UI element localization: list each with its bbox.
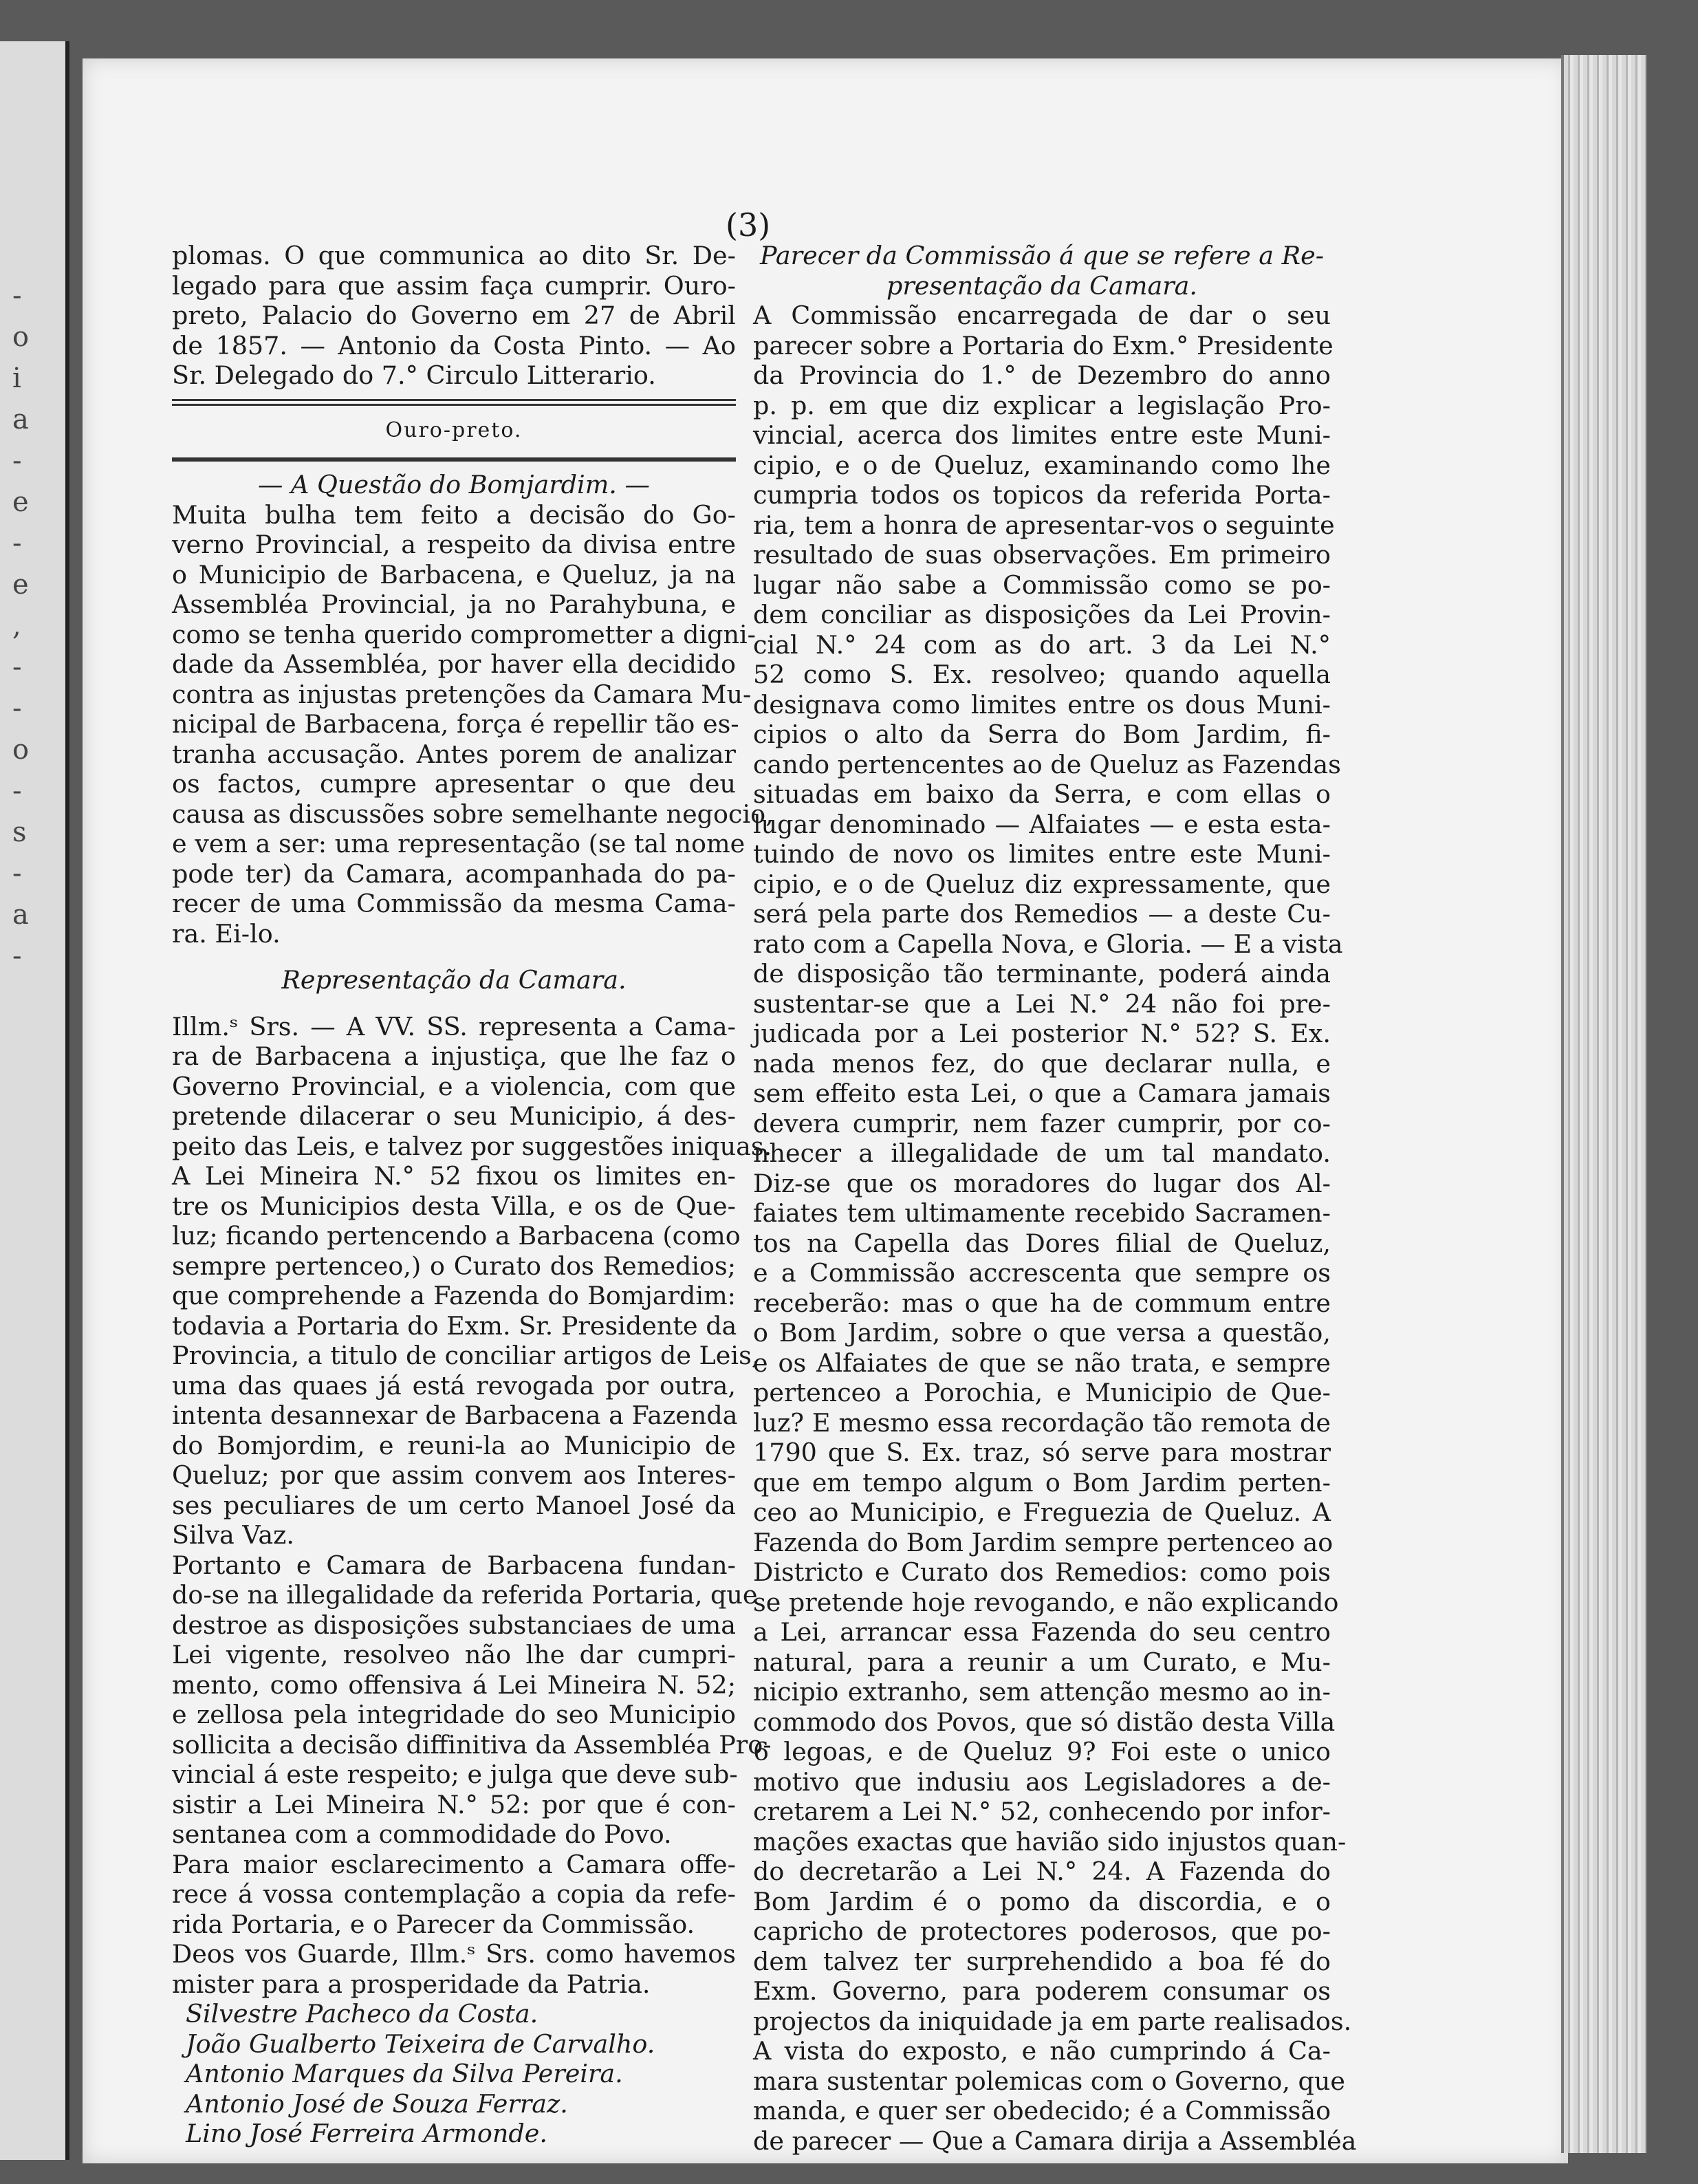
- text-line: A Commissão encarregada de dar o seu: [753, 301, 1331, 330]
- parecer-title-line2: presentação da Camara.: [886, 270, 1198, 301]
- text-line: recer de uma Commissão da mesma Cama-: [172, 889, 736, 918]
- text-line: 6 legoas, e de Queluz 9? Foi este o unico: [753, 1737, 1331, 1766]
- text-line: 52 como S. Ex. resolveo; quando aquella: [753, 660, 1331, 689]
- text-line: ra de Barbacena a injustiça, que lhe faz o: [172, 1041, 736, 1071]
- signature: Silvestre Pacheco da Costa.: [186, 1999, 538, 2029]
- text-line: pertenceo a Porochia, e Municipio de Que-: [753, 1378, 1331, 1407]
- signature: Antonio Marques da Silva Pereira.: [186, 2059, 623, 2088]
- text-line: preto, Palacio do Governo em 27 de Abril: [172, 301, 736, 330]
- text-line: designava como limites entre os dous Muni-: [753, 689, 1331, 720]
- representation-body: [172, 1011, 772, 2000]
- article-body: [172, 499, 774, 949]
- text-line: cando pertencentes ao de Queluz as Fazendas: [753, 749, 1341, 779]
- text-line: ra. Ei-lo.: [172, 918, 281, 949]
- text-line: A Lei Mineira N.° 52 fixou os limites en-: [172, 1161, 736, 1191]
- text-line: pretende dilacerar o seu Municipio, á des-: [172, 1101, 736, 1131]
- text-line: Muita bulha tem feito a decisão do Go-: [172, 499, 736, 530]
- text-line: vincial á este respeito; e julga que deve sub-: [172, 1760, 738, 1789]
- text-line: Fazenda do Bom Jardim sempre pertenceo ao: [753, 1527, 1334, 1557]
- text-line: o Municipio de Barbacena, e Queluz, ja na: [172, 559, 736, 590]
- text-line: situadas em baixo da Serra, e com ellas o: [753, 779, 1331, 809]
- text-line: A vista do exposto, e não cumprindo á Ca-: [753, 2036, 1331, 2066]
- text-line: Assembléa Provincial, ja no Parahybuna, e: [172, 590, 736, 619]
- text-line: cumpria todos os topicos da referida Porta-: [753, 480, 1331, 510]
- text-line: mara sustentar polemicas com o Governo, que: [753, 2066, 1346, 2096]
- text-line: se pretende hoje revogando, e não explicando: [753, 1587, 1339, 1617]
- text-line: resultado de suas observações. Em primeiro: [753, 540, 1331, 570]
- margin-fragment: -: [12, 445, 22, 477]
- text-line: plomas. O que communica ao dito Sr. De-: [172, 241, 736, 270]
- margin-fragment: e: [12, 486, 29, 518]
- margin-fragment: o: [12, 734, 30, 766]
- text-line: tuindo de novo os limites entre este Muni-: [753, 839, 1331, 869]
- text-line: cipios o alto da Serra do Bom Jardim, fi-: [753, 720, 1331, 749]
- text-line: nicipal de Barbacena, força é repellir tão es-: [172, 709, 739, 739]
- margin-fragment: a: [12, 899, 29, 931]
- margin-fragment: -: [12, 528, 22, 559]
- text-line: e zellosa pela integridade do seo Municipio: [172, 1700, 736, 1729]
- text-line: cial N.° 24 com as do art. 3 da Lei N.°: [753, 629, 1331, 660]
- text-line: luz? E mesmo essa recordação tão remota de: [753, 1407, 1331, 1438]
- text-line: Lei vigente, resolveo não lhe dar cumpri-: [172, 1640, 736, 1669]
- text-line: 1790 que S. Ex. traz, só serve para mostrar: [753, 1438, 1331, 1467]
- text-line: de parecer — Que a Camara dirija a Assembléa: [753, 2126, 1357, 2156]
- text-line: legado para que assim faça cumprir. Ouro-: [172, 270, 736, 301]
- text-line: pode ter) da Camara, acompanhada do pa-: [172, 858, 736, 889]
- article-title: — A Questão do Bomjardim. —: [257, 470, 651, 499]
- text-line: nicipio extranho, sem attenção mesmo ao in-: [753, 1677, 1331, 1707]
- text-line: intenta desannexar de Barbacena a Fazenda: [172, 1401, 738, 1430]
- text-line: a Lei, arrancar essa Fazenda do seu centro: [753, 1617, 1331, 1647]
- text-line: p. p. em que diz explicar a legislação Pro-: [753, 390, 1331, 420]
- text-line: cretarem a Lei N.° 52, conhecendo por infor-: [753, 1797, 1331, 1826]
- text-line: os factos, cumpre apresentar o que deu: [172, 769, 736, 799]
- text-line: como se tenha querido comprometter a digni-: [172, 619, 757, 649]
- text-line: tranha accusação. Antes porem de analizar: [172, 739, 736, 769]
- text-line: da Provincia do 1.° de Dezembro do anno: [753, 360, 1331, 390]
- signature: Lino José Ferreira Armonde.: [186, 2119, 547, 2148]
- text-line: dem talvez ter surprehendido a boa fé do: [753, 1946, 1331, 1976]
- page-edges: [1561, 55, 1646, 2153]
- text-line: receberão: mas o que ha de commum entre: [753, 1288, 1331, 1318]
- signature: Antonio José de Souza Ferraz.: [186, 2088, 568, 2119]
- text-line: causa as discussões sobre semelhante negocio,: [172, 799, 774, 829]
- text-line: motivo que indusiu aos Legisladores a de-: [753, 1766, 1331, 1797]
- parecer-body: [753, 301, 1357, 2156]
- text-line: sustentar-se que a Lei N.° 24 não foi pre-: [753, 988, 1331, 1019]
- text-line: natural, para a reunir a um Curato, e Mu-: [753, 1647, 1331, 1677]
- text-line: mento, como offensiva á Lei Mineira N. 52;: [172, 1669, 736, 1700]
- text-line: e os Alfaiates de que se não trata, e sempre: [753, 1348, 1331, 1378]
- margin-fragment: -: [12, 280, 22, 312]
- signature-block: [172, 1999, 736, 2149]
- left-page-fragments: [12, 275, 40, 977]
- margin-fragment: -: [12, 940, 22, 972]
- margin-fragment: o: [12, 321, 30, 353]
- text-line: do decretarão a Lei N.° 24. A Fazenda do: [753, 1857, 1331, 1886]
- text-line: faiates tem ultimamente recebido Sacramen-: [753, 1198, 1331, 1228]
- representation-title: Representação da Camara.: [281, 965, 627, 995]
- text-line: sollicita a decisão diffinitiva da Assembléa Pro-: [172, 1729, 772, 1760]
- margin-fragment: a: [12, 404, 29, 435]
- text-line: nada menos fez, do que declarar nulla, e: [753, 1048, 1331, 1079]
- text-line: uma das quaes já está revogada por outra,: [172, 1370, 736, 1401]
- text-line: rato com a Capella Nova, e Gloria. — E a vista: [753, 929, 1343, 959]
- text-line: cipio, e o de Queluz, examinando como lhe: [753, 450, 1331, 480]
- text-line: Bom Jardim é o pomo da discordia, e o: [753, 1886, 1331, 1916]
- text-line: luz; ficando pertencendo a Barbacena (como: [172, 1221, 741, 1251]
- text-line: tre os Municipios desta Villa, e os de Que-: [172, 1191, 736, 1221]
- text-line: Portanto e Camara de Barbacena fundan-: [172, 1550, 736, 1580]
- text-line: verno Provincial, a respeito da divisa entre: [172, 530, 736, 559]
- thick-rule: [172, 457, 736, 462]
- text-line: do-se na illegalidade da referida Portaria, que: [172, 1580, 758, 1610]
- text-line: cipio, e o de Queluz diz expressamente, que: [753, 869, 1331, 899]
- text-line: capricho de protectores poderosos, que po-: [753, 1916, 1331, 1946]
- paragraph: [172, 1939, 736, 1999]
- text-line: devera cumprir, nem fazer cumprir, por co-: [753, 1108, 1331, 1138]
- text-line: Exm. Governo, para poderem consumar os: [753, 1976, 1331, 2006]
- margin-fragment: -: [12, 775, 22, 807]
- text-line: ria, tem a honra de apresentar-vos o seguinte: [753, 510, 1335, 540]
- right-column: [753, 241, 1357, 2156]
- text-line: mações exactas que havião sido injustos quan-: [753, 1826, 1347, 1857]
- margin-fragment: -: [12, 858, 22, 889]
- text-line: ceo ao Municipio, e Freguezia de Queluz. A: [753, 1498, 1331, 1527]
- signature: João Gualberto Teixeira de Carvalho.: [186, 2029, 655, 2059]
- text-line: manda, e quer ser obedecido; é a Commissão: [753, 2096, 1331, 2126]
- text-line: dem conciliar as disposições da Lei Provin-: [753, 600, 1331, 629]
- paragraph: [172, 1161, 760, 1550]
- text-line: de 1857. — Antonio da Costa Pinto. — Ao: [172, 330, 736, 360]
- text-line: Para maior esclarecimento a Camara offe-: [172, 1849, 736, 1879]
- margin-fragment: s: [12, 817, 27, 848]
- text-line: lugar denominado — Alfaiates — e esta esta-: [753, 809, 1331, 839]
- text-line: sistir a Lei Mineira N.° 52: por que é con-: [172, 1789, 736, 1819]
- section-header: Ouro-preto.: [385, 418, 523, 442]
- text-line: Diz-se que os moradores do lugar dos Al-: [753, 1168, 1331, 1198]
- text-line: peito das Leis, e talvez por suggestões iniquas.: [172, 1131, 772, 1161]
- text-line: Silva Vaz.: [172, 1520, 294, 1550]
- text-line: judicada por a Lei posterior N.° 52? S. Ex.: [753, 1019, 1331, 1048]
- text-line: projectos da iniquidade ja em parte realisados.: [753, 2006, 1352, 2036]
- text-line: do Bomjordim, e reuni-la ao Municipio de: [172, 1430, 736, 1460]
- text-line: Deos vos Guarde, Illm.ˢ Srs. como havemos: [172, 1939, 736, 1969]
- paragraph: [172, 1550, 772, 1850]
- text-line: Illm.ˢ Srs. — A VV. SS. representa a Cama-: [172, 1011, 736, 1041]
- margin-fragment: i: [12, 363, 21, 394]
- text-line: e a Commissão accrescenta que sempre os: [753, 1258, 1331, 1288]
- text-line: commodo dos Povos, que só distão desta Villa: [753, 1707, 1336, 1737]
- text-line: de disposição tão terminante, poderá ainda: [753, 959, 1331, 988]
- text-line: Governo Provincial, e a violencia, com que: [172, 1071, 736, 1101]
- text-line: sentanea com a commodidade do Povo.: [172, 1819, 672, 1849]
- margin-fragment: e: [12, 569, 29, 601]
- margin-fragment: ,: [12, 610, 21, 642]
- paragraph: [172, 1011, 772, 1162]
- text-line: contra as injustas pretenções da Camara Mu-: [172, 679, 752, 709]
- margin-fragment: -: [12, 693, 22, 724]
- text-line: rece á vossa contemplação a copia da refe-: [172, 1879, 736, 1909]
- page-number: (3): [726, 206, 771, 244]
- text-line: e vem a ser: uma representação (se tal nome: [172, 829, 745, 858]
- text-line: Provincia, a titulo de conciliar artigos de Leis,: [172, 1341, 760, 1370]
- text-line: Districto e Curato dos Remedios: como pois: [753, 1557, 1331, 1587]
- paragraph: [172, 1850, 736, 1940]
- text-line: Sr. Delegado do 7.° Circulo Litterario.: [172, 360, 656, 390]
- text-line: nhecer a illegalidade de um tal mandato.: [753, 1138, 1331, 1168]
- text-line: que comprehende a Fazenda do Bomjardim:: [172, 1281, 736, 1310]
- text-line: mister para a prosperidade da Patria.: [172, 1969, 651, 1999]
- text-line: que em tempo algum o Bom Jardim perten-: [753, 1467, 1331, 1498]
- opening-paragraph: [172, 241, 736, 391]
- text-line: Queluz; por que assim convem aos Interes-: [172, 1460, 736, 1490]
- text-line: ses peculiares de um certo Manoel José da: [172, 1490, 736, 1520]
- text-line: todavia a Portaria do Exm. Sr. Presidente da: [172, 1310, 737, 1341]
- text-line: rida Portaria, e o Parecer da Commissão.: [172, 1909, 695, 1939]
- text-line: sempre pertenceo,) o Curato dos Remedios;: [172, 1251, 736, 1281]
- text-line: será pela parte dos Remedios — a deste Cu-: [753, 899, 1331, 929]
- margin-fragment: -: [12, 651, 22, 683]
- text-line: o Bom Jardim, sobre o que versa a questão,: [753, 1318, 1331, 1348]
- left-column: [172, 241, 774, 2149]
- text-line: lugar não sabe a Commissão como se po-: [753, 570, 1331, 600]
- text-line: tos na Capella das Dores filial de Queluz,: [753, 1228, 1331, 1258]
- parecer-title-line1: Parecer da Commissão á que se refere a Re-: [759, 241, 1325, 270]
- text-line: sem effeito esta Lei, o que a Camara jamais: [753, 1079, 1331, 1108]
- text-line: vincial, acerca dos limites entre este Muni-: [753, 420, 1331, 450]
- text-line: parecer sobre a Portaria do Exm.° Presidente: [753, 330, 1334, 360]
- adjacent-left-page: [0, 41, 69, 2160]
- text-line: destroe as disposições substanciaes de uma: [172, 1610, 736, 1640]
- double-rule: [172, 399, 736, 406]
- text-line: dade da Assembléa, por haver ella decidido: [172, 649, 736, 679]
